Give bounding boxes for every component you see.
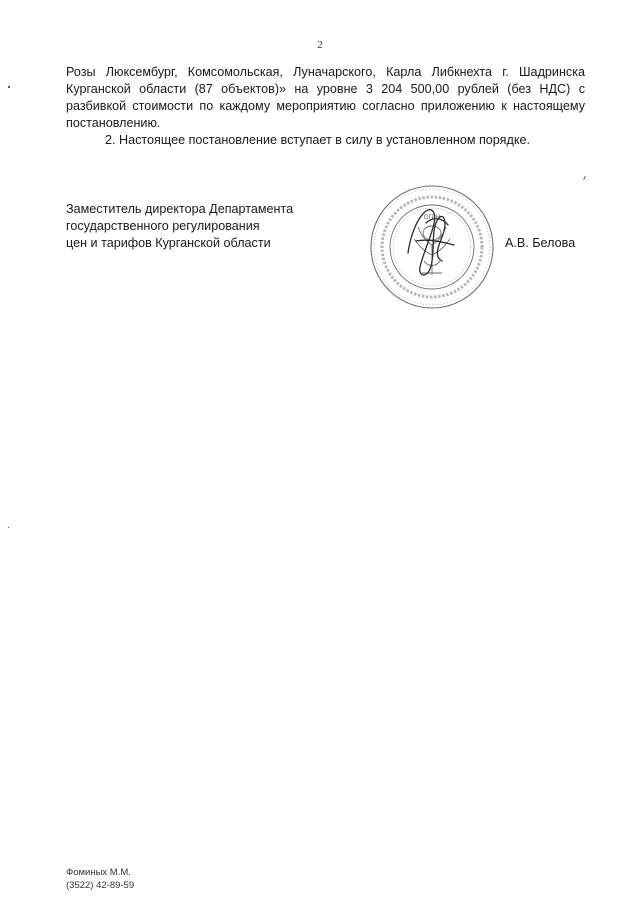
body-paragraph-1: Розы Люксембург, Комсомольская, Луначарского, Карла Либкнехта г. Шадринска Курганской области (87 объектов)» на уровне 3 204 500,00 рублей (без НДС) с разбивкой стоимости по каждому мероприятию согласно приложению к настоящему постановлению. bbox=[66, 65, 585, 130]
signer-position-line-2: государственного регулирования bbox=[66, 219, 260, 233]
scan-speck bbox=[8, 86, 10, 88]
executor-info bbox=[66, 866, 134, 892]
scan-speck bbox=[8, 527, 9, 528]
executor-phone: (3522) 42-89-59 bbox=[66, 880, 135, 891]
signer-position-line-1: Заместитель директора Департамента bbox=[66, 202, 294, 216]
signer-name: А.В. Белова bbox=[505, 236, 576, 250]
scan-speck bbox=[583, 176, 586, 180]
body-paragraph-2: 2. Настоящее постановление вступает в силу в установленном порядке. bbox=[105, 133, 530, 147]
signer-position bbox=[66, 201, 293, 252]
page-number: 2 bbox=[317, 39, 323, 51]
official-seal-icon bbox=[368, 183, 496, 311]
executor-name: Фоминых М.М. bbox=[66, 867, 131, 878]
signer-position-line-3: цен и тарифов Курганской области bbox=[66, 236, 271, 250]
svg-text:ОГРН: ОГРН bbox=[423, 215, 441, 221]
